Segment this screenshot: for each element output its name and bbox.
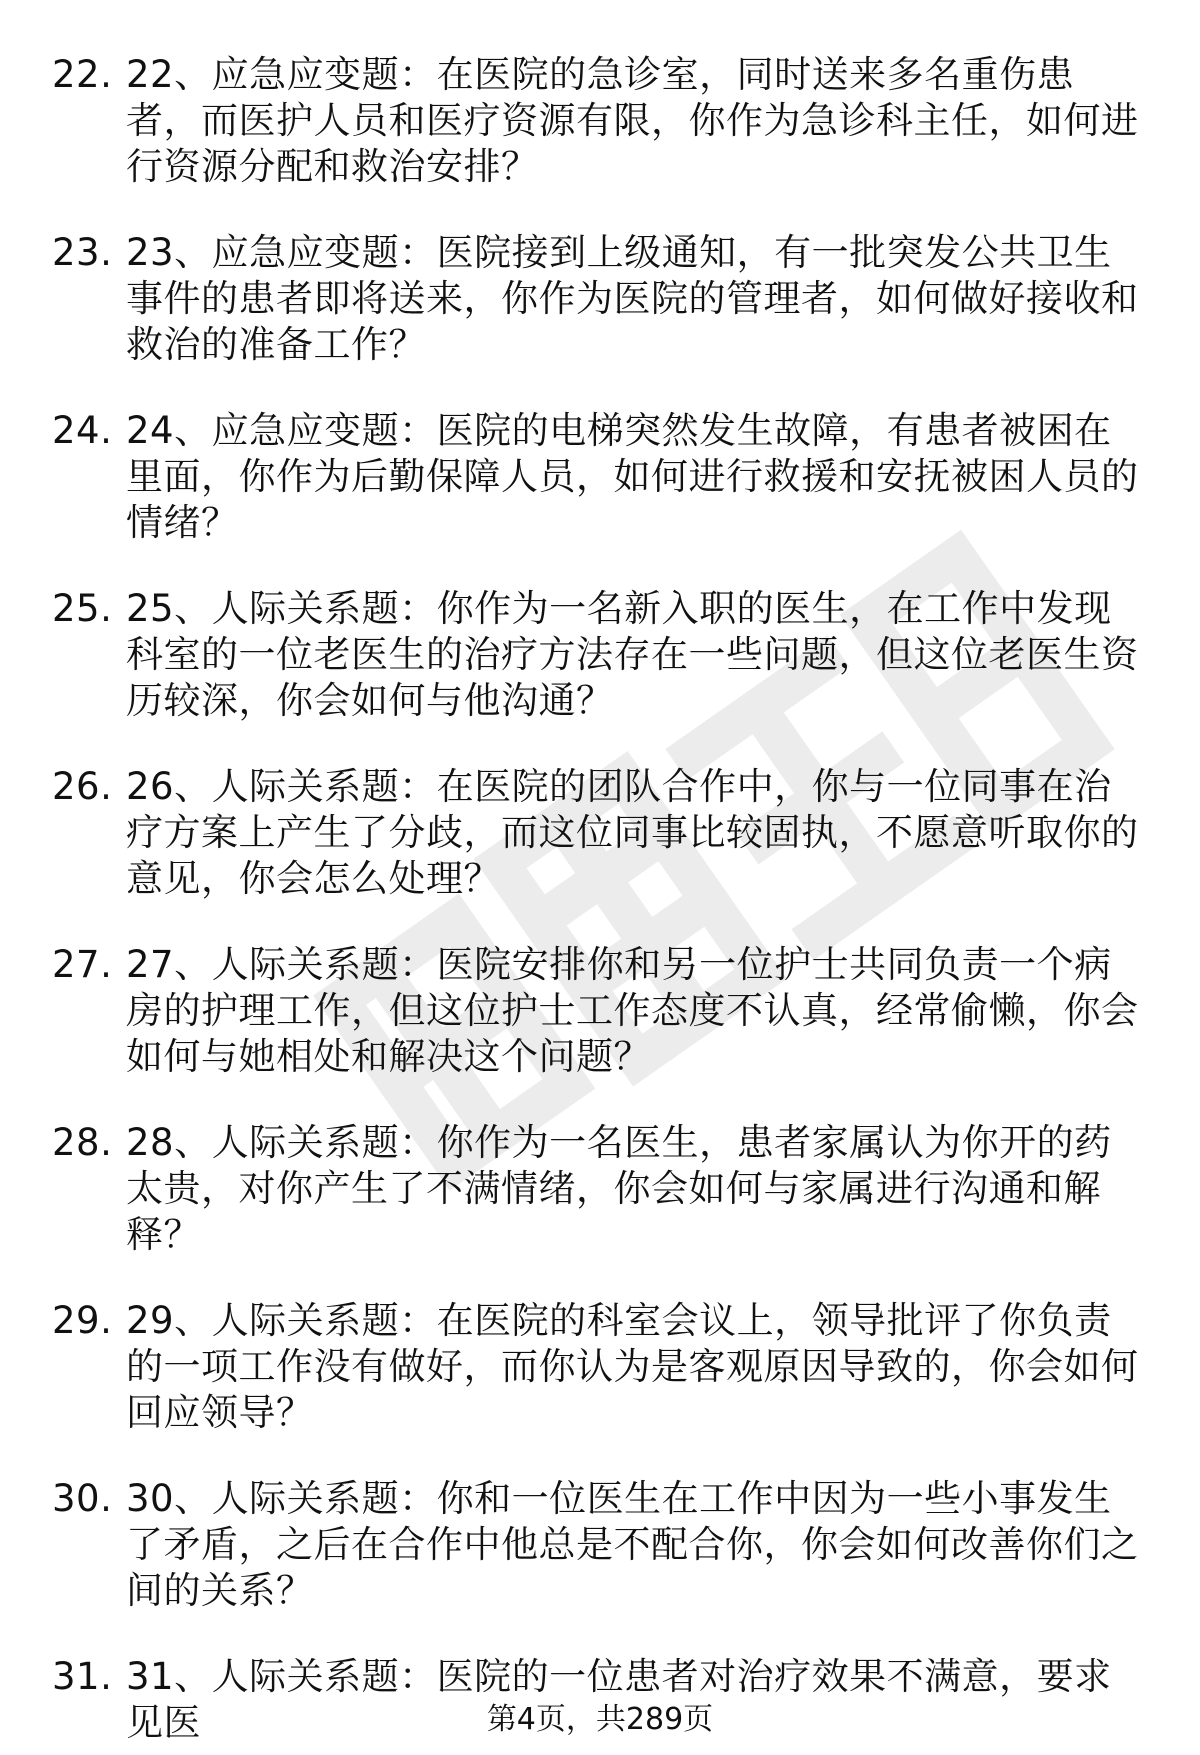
list-item: [0, 1476, 1200, 1654]
list-item: [0, 1298, 1200, 1476]
question-text: 31、人际关系题：医院的一位患者对治疗效果不满意，要求见医: [126, 1655, 1112, 1744]
question-text: 28、人际关系题：你作为一名医生，患者家属认为你开的药太贵，对你产生了不满情绪，你会如何与家属进行沟通和解释？: [126, 1121, 1112, 1256]
question-number: 24.: [52, 409, 113, 452]
question-text: 25、人际关系题：你作为一名新入职的医生，在工作中发现科室的一位老医生的治疗方法存在一些问题，但这位老医生资历较深，你会如何与他沟通？: [126, 587, 1139, 722]
question-text: 29、人际关系题：在医院的科室会议上，领导批评了你负责的一项工作没有做好，而你认为是客观原因导致的，你会如何回应领导？: [126, 1299, 1139, 1434]
question-list: [0, 52, 1200, 1755]
page-footer: 第4页，共289页: [486, 1702, 714, 1737]
list-item: [0, 1120, 1200, 1298]
list-item: [0, 586, 1200, 764]
question-text: 27、人际关系题：医院安排你和另一位护士共同负责一个病房的护理工作，但这位护士工作态度不认真，经常偷懒，你会如何与她相处和解决这个问题？: [126, 943, 1139, 1078]
question-number: 27.: [52, 943, 113, 986]
question-text: 30、人际关系题：你和一位医生在工作中因为一些小事发生了矛盾，之后在合作中他总是不配合你，你会如何改善你们之间的关系？: [126, 1477, 1139, 1612]
question-number: 25.: [52, 587, 113, 630]
question-number: 22.: [52, 53, 113, 96]
question-number: 28.: [52, 1121, 113, 1164]
question-number: 31.: [52, 1655, 113, 1698]
list-item: [0, 230, 1200, 408]
question-text: 22、应急应变题：在医院的急诊室，同时送来多名重伤患者，而医护人员和医疗资源有限，你作为急诊科主任，如何进行资源分配和救治安排？: [126, 53, 1139, 188]
list-item: [0, 942, 1200, 1120]
question-number: 29.: [52, 1299, 113, 1342]
question-number: 23.: [52, 231, 113, 274]
question-number: 26.: [52, 765, 113, 808]
question-number: 30.: [52, 1477, 113, 1520]
list-item: [0, 764, 1200, 942]
list-item: [0, 408, 1200, 586]
question-text: 23、应急应变题：医院接到上级通知，有一批突发公共卫生事件的患者即将送来，你作为医院的管理者，如何做好接收和救治的准备工作？: [126, 231, 1139, 366]
question-text: 26、人际关系题：在医院的团队合作中，你与一位同事在治疗方案上产生了分歧，而这位同事比较固执，不愿意听取你的意见，你会怎么处理？: [126, 765, 1139, 900]
list-item: [0, 52, 1200, 230]
question-text: 24、应急应变题：医院的电梯突然发生故障，有患者被困在里面，你作为后勤保障人员，如何进行救援和安抚被困人员的情绪？: [126, 409, 1139, 544]
